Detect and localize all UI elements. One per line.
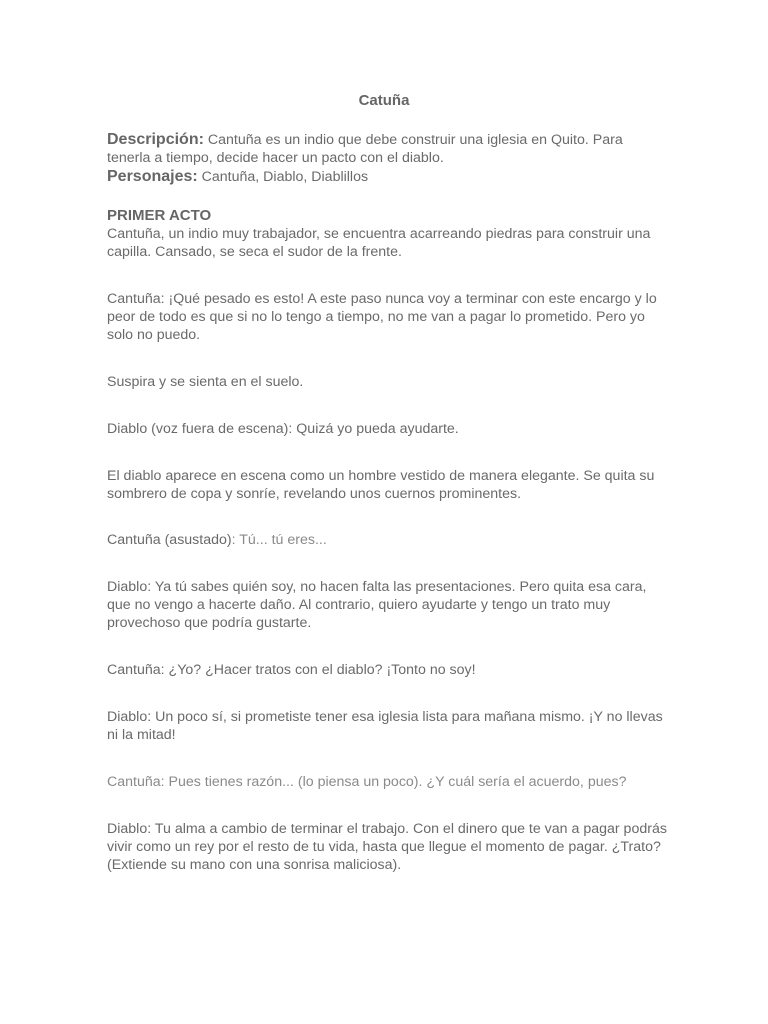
- paragraph-prefix: Cantuña (asustado): [107, 532, 232, 548]
- paragraph-suffix: : Tú... tú eres...: [231, 532, 327, 548]
- paragraph: Diablo: Un poco sí, si prometiste tener esa iglesia lista para mañana mismo. ¡Y no llevas ni la mitad!: [107, 709, 663, 743]
- description-block: [107, 131, 667, 167]
- act-block: [107, 207, 667, 261]
- act-heading: PRIMER ACTO: [107, 207, 212, 224]
- characters-label: Personajes:: [107, 168, 198, 185]
- characters-block: [107, 168, 667, 186]
- paragraph: Suspira y se sienta en el suelo.: [107, 374, 304, 390]
- description-label: Descripción:: [107, 131, 204, 148]
- paragraph: El diablo aparece en escena como un hombre vestido de manera elegante. Se quita su sombrero de copa y sonríe, revelando unos cuernos prominentes.: [107, 468, 655, 502]
- paragraph: Cantuña: Pues tienes razón... (lo piensa un poco). ¿Y cuál sería el acuerdo, pues?: [107, 774, 627, 790]
- paragraph: Cantuña: ¡Qué pesado es esto! A este paso nunca voy a terminar con este encargo y lo peor de todo es que si no lo tengo a tiempo, no me van a pagar lo prometido. Pero yo solo no puedo.: [107, 291, 657, 343]
- description-text: Cantuña es un indio que debe construir una iglesia en Quito. Para tenerla a tiempo, decide hacer un pacto con el diablo.: [107, 132, 623, 166]
- paragraph: Diablo (voz fuera de escena): Quizá yo pueda ayudarte.: [107, 421, 459, 437]
- document-title: Catuña: [358, 92, 410, 109]
- paragraph: Diablo: Tu alma a cambio de terminar el trabajo. Con el dinero que te van a pagar podrás vivir como un rey por el resto de tu vida, hasta que llegue el momento de pagar. ¿Trato? (Extiende su mano con una sonrisa maliciosa).: [107, 821, 667, 873]
- characters-text: Cantuña, Diablo, Diablillos: [197, 169, 369, 185]
- paragraph: [107, 531, 667, 549]
- act-intro: Cantuña, un indio muy trabajador, se encuentra acarreando piedras para construir una capilla. Cansado, se seca el sudor de la frente.: [107, 226, 651, 260]
- paragraph: Cantuña: ¿Yo? ¿Hacer tratos con el diablo? ¡Tonto no soy!: [107, 662, 476, 678]
- paragraph: Diablo: Ya tú sabes quién soy, no hacen falta las presentaciones. Pero quita esa cara, que no vengo a hacerte daño. Al contrario, quiero ayudarte y tengo un trato muy provechoso que podría gustarte.: [107, 579, 647, 631]
